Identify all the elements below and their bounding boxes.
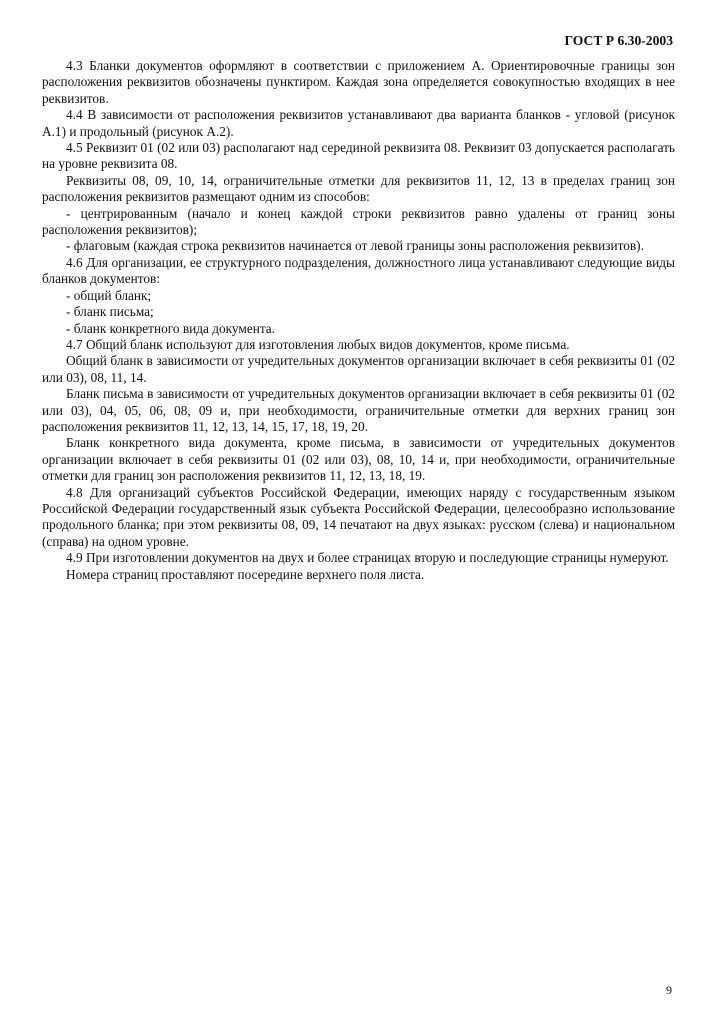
paragraph-4-3: 4.3 Бланки документов оформляют в соответствии с приложением А. Ориентировочные границы зон расположения реквизитов обозначены пунктиром. Каждая зона определяется совокупностью входящих в нее реквизитов. bbox=[42, 58, 675, 106]
document-body bbox=[42, 58, 675, 583]
paragraph-4-8: 4.8 Для организаций субъектов Российской Федерации, имеющих наряду с государственным языком Российской Федерации государственный язык субъекта Российской Федерации, целесообразно использование продольного бланка; при этом реквизиты 08, 09, 14 печатают на двух языках: русском (слева) и национальном (справа) на одном уровне. bbox=[42, 484, 675, 549]
page-number: 9 bbox=[666, 983, 672, 997]
list-item-specific-form: - бланк конкретного вида документа. bbox=[66, 320, 276, 336]
standard-header: ГОСТ Р 6.30-2003 bbox=[564, 33, 673, 48]
paragraph-letter-form-details: Бланк письма в зависимости от учредительных документов организации включает в себя реквизиты 01 (02 или 03), 04, 05, 06, 08, 09 и, при необходимости, ограничительные отметки для верхних границ зон расположения реквизитов 11, 12, 13, 14, 15, 17, 18, 19, 20. bbox=[42, 386, 675, 434]
paragraph-4-4: 4.4 В зависимости от расположения реквизитов устанавливают два варианта бланков - угловой (рисунок А.1) и продольный (рисунок А.2). bbox=[42, 107, 675, 139]
paragraph-specific-form-details: Бланк конкретного вида документа, кроме письма, в зависимости от учредительных документов организации включает в себя реквизиты 01 (02 или 03), 08, 10, 14 и, при необходимости, ограничительные отметки для границ зон расположения реквизитов 11, 12, 13, 18, 19. bbox=[42, 435, 675, 484]
list-item-general-form: - общий бланк; bbox=[66, 287, 152, 303]
paragraph-4-5: 4.5 Реквизит 01 (02 или 03) располагают над серединой реквизита 08. Реквизит 03 допускается располагать на уровне реквизита 08. bbox=[42, 140, 675, 172]
list-item-flag: - флаговым (каждая строка реквизитов начинается от левой границы зоны расположения реквизитов). bbox=[66, 238, 644, 254]
paragraph-4-6: 4.6 Для организации, ее структурного подразделения, должностного лица устанавливают следующие виды бланков документов: bbox=[42, 254, 675, 287]
paragraph-4-9: 4.9 При изготовлении документов на двух и более страницах вторую и последующие страницы нумеруют. bbox=[66, 550, 669, 566]
paragraph-placement-methods: Реквизиты 08, 09, 10, 14, ограничительные отметки для реквизитов 11, 12, 13 в пределах границ зон расположения реквизитов размещают одним из способов: bbox=[42, 172, 675, 205]
list-item-letter-form: - бланк письма; bbox=[66, 304, 154, 320]
paragraph-general-form-details: Общий бланк в зависимости от учредительных документов организации включает в себя реквизиты 01 (02 или 03), 08, 11, 14. bbox=[42, 353, 675, 385]
list-item-centered: - центрированным (начало и конец каждой строки реквизитов равно удалены от границ зоны расположения реквизитов); bbox=[42, 205, 675, 238]
paragraph-4-7: 4.7 Общий бланк используют для изготовления любых видов документов, кроме письма. bbox=[66, 336, 570, 352]
paragraph-page-numbers: Номера страниц проставляют посередине верхнего поля листа. bbox=[66, 566, 425, 582]
